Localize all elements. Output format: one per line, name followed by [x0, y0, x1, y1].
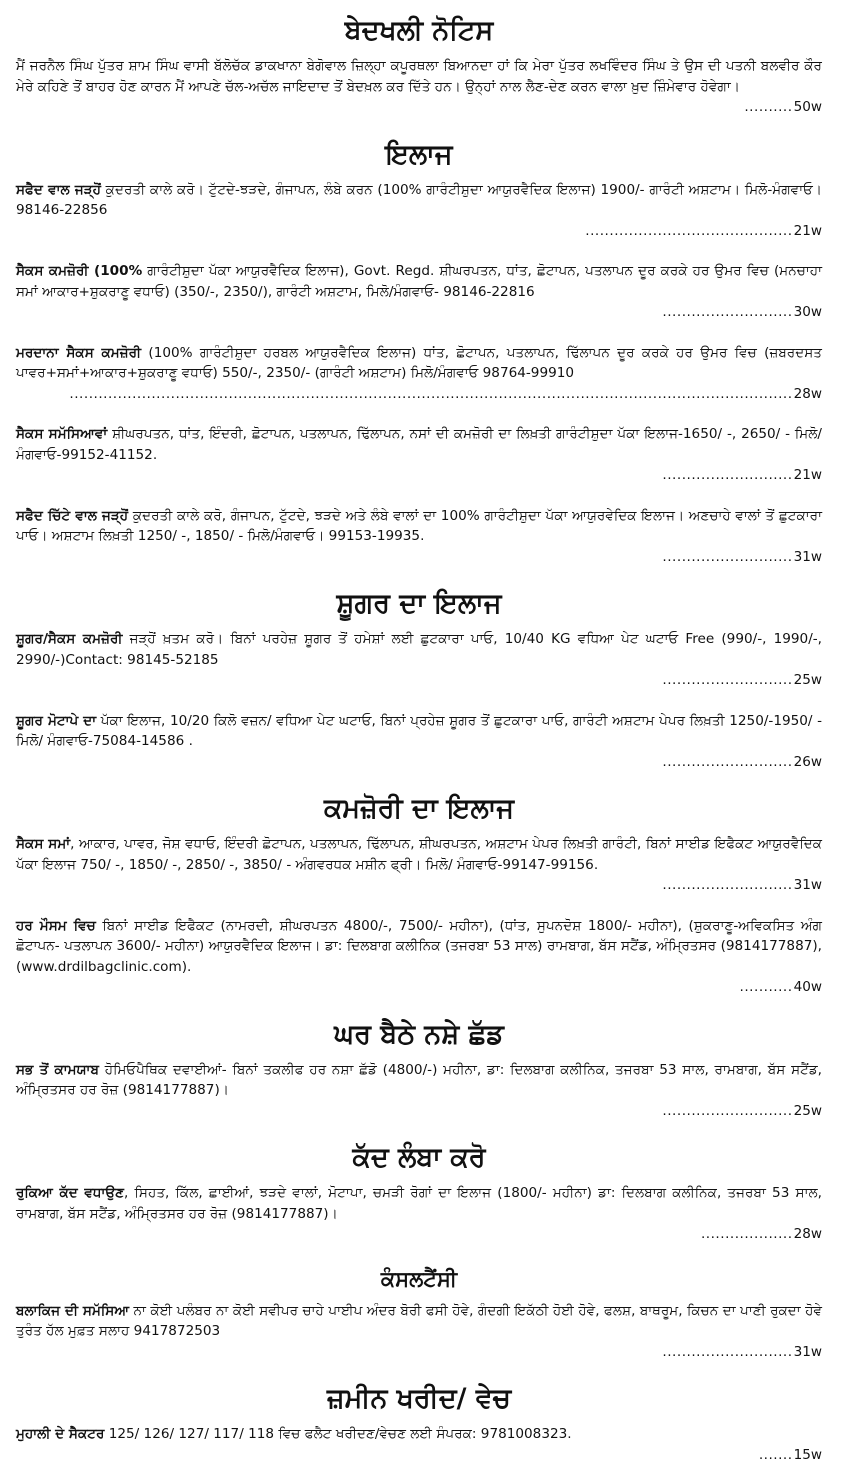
ad-text: ਪੱਕਾ ਇਲਾਜ, 10/20 ਕਿਲੋ ਵਜ਼ਨ/ ਵਧਿਆ ਪੇਟ ਘਟਾਓ, ਬਿਨਾਂ ਪ੍ਰਹੇਜ਼ ਸ਼ੂਗਰ ਤੋਂ ਛੁਟਕਾਰਾ ਪਾਓ, ਗਾਰੰਟੀ ਅਸ਼ਟਾਮ ਪੇਪਰ ਲਿਖ਼ਤੀ 1250/-1950/ - ਮਿਲੋ/ ਮੰਗਵਾਓ-75084-14586 . — [16, 712, 822, 749]
ad-code: 28w — [793, 1226, 822, 1242]
ad-text: ਬਿਨਾਂ ਸਾਈਡ ਇਫੈਕਟ (ਨਾਮਰਦੀ, ਸ਼ੀਘਰਪਤਨ 4800/-, 7500/- ਮਹੀਨਾ), (ਧਾਂਤ, ਸੁਪਨਦੋਸ਼ 1800/- ਮਹੀਨਾ), (ਸ਼ੁਕਰਾਣੂ-ਅਵਿਕਸਿਤ ਅੰਗ ਛੋਟਾਪਨ- ਪਤਲਾਪਨ 3600/- ਮਹੀਨਾ) ਆਯੁਰਵੈਦਿਕ ਇਲਾਜ। ਡਾ: ਦਿਲਬਾਗ ਕਲੀਨਿਕ (ਤਜਰਬਾ 53 ਸਾਲ) ਰਾਮਬਾਗ, ਬੱਸ ਸਟੈਂਡ, ਅੰਮ੍ਰਿਤਸਰ (9814177887), (www.drdilbagclinic.com). — [16, 917, 822, 975]
ad-tail — [16, 384, 822, 405]
ad-code: 26w — [793, 753, 822, 770]
section-heading: ਸ਼ੂਗਰ ਦਾ ਇਲਾਜ — [336, 588, 502, 619]
ad-leader-dots: ........................... — [662, 1343, 793, 1360]
ad-item — [16, 506, 822, 568]
ad-item — [16, 1060, 822, 1122]
ad-leader-dots: ................... — [700, 1226, 793, 1242]
ad-tail — [16, 752, 822, 773]
ad-lead-text: ਸੈਕਸ ਸਮਾਂ — [16, 836, 71, 852]
section-heading: ਕੰਸਲਟੈਂਸੀ — [380, 1266, 458, 1291]
ad-code: 31w — [793, 548, 822, 565]
ad-lead-text: ਮਰਦਾਨਾ ਸੈਕਸ ਕਮਜ਼ੋਰੀ — [16, 344, 142, 361]
ad-code: 50w — [793, 99, 822, 115]
ad-body — [16, 180, 822, 221]
ad-section — [16, 1382, 822, 1465]
ad-lead-text: ਹਰ ਮੌਸਮ ਵਿਚ — [16, 917, 96, 934]
ad-lead-text: ਸ਼ੂਗਰ/ਸੈਕਸ ਕਮਜ਼ੋਰੀ — [16, 631, 123, 647]
ad-code: 31w — [793, 1343, 822, 1360]
ad-leader-dots: ........................... — [662, 467, 793, 483]
ad-body — [16, 261, 822, 302]
section-heading: ਜ਼ਮੀਨ ਖਰੀਦ/ ਵੇਚ — [327, 1383, 511, 1414]
ad-lead-text: ਬਲਾਕਿਜ ਦੀ ਸਮੱਸਿਆ — [16, 1302, 130, 1319]
ad-text: ਹੋਮਿਓਪੈਥਿਕ ਦਵਾਈਆਂ- ਬਿਨਾਂ ਤਕਲੀਫ ਹਰ ਨਸ਼ਾ ਛੱਡੋ (4800/-) ਮਹੀਨਾ, ਡਾ: ਦਿਲਬਾਗ ਕਲੀਨਿਕ, ਤਜਰਬਾ 53 ਸਾਲ, ਰਾਮਬਾਗ, ਬੱਸ ਸਟੈਂਡ, ਅੰਮ੍ਰਿਤਸਰ ਹਰ ਰੋਜ਼ (9814177887)। — [16, 1061, 822, 1098]
ad-code: 25w — [793, 672, 822, 688]
ad-text: 125/ 126/ 127/ 117/ 118 ਵਿਚ ਫਲੈਟ ਖਰੀਦਣ/ਵੇਚਣ ਲਈ ਸੰਪਰਕ: 9781008323. — [104, 1426, 572, 1442]
ad-leader-dots: ........................... — [662, 548, 793, 565]
ad-leader-dots: ........................... — [662, 672, 793, 688]
ad-tail — [16, 302, 822, 323]
ad-lead-text: ਸੈਕਸ ਕਮਜ਼ੋਰੀ (100% — [16, 263, 143, 279]
ad-tail — [16, 97, 822, 118]
ad-item — [16, 629, 822, 691]
ad-item — [16, 56, 822, 118]
ad-text: ਕੁਦਰਤੀ ਕਾਲੇ ਕਰੋ, ਗੰਜਾਪਨ, ਟੁੱਟਦੇ, ਝੜਦੇ ਅਤੇ ਲੰਬੇ ਵਾਲਾਂ ਦਾ 100% ਗਾਰੰਟੀਸ਼ੁਦਾ ਪੱਕਾ ਆਯੁਰਵੇਦਿਕ ਇਲਾਜ। ਅਣਚਾਹੇ ਵਾਲਾਂ ਤੋਂ ਛੁਟਕਾਰਾ ਪਾਓ। ਅਸ਼ਟਾਮ ਲਿਖ਼ਤੀ 1250/ -, 1850/ - ਮਿਲੋ/ਮੰਗਵਾਓ। 99153-19935. — [16, 507, 822, 544]
ad-lead-text: ਰੁਕਿਆ ਕੱਦ ਵਧਾਉਣ — [16, 1185, 125, 1201]
section-heading: ਇਲਾਜ — [385, 138, 453, 170]
ad-item — [16, 180, 822, 242]
ad-code: 31w — [793, 877, 822, 893]
ad-text: (100% ਗਾਰੰਟੀਸ਼ੁਦਾ ਹਰਬਲ ਆਯੁਰਵੈਦਿਕ ਇਲਾਜ) ਧਾਂਤ, ਛੋਟਾਪਨ, ਪਤਲਾਪਨ, ਢਿੱਲਾਪਨ ਦੂਰ ਕਰਕੇ ਹਰ ਉਮਰ ਵਿਚ (ਜ਼ਬਰਦਸਤ ਪਾਵਰ+ਸਮਾਂ+ਆਕਾਰ+ਸ਼ੁਕਰਾਣੂ ਵਧਾਓ) 550/-, 2350/- (ਗਾਰੰਟੀ ਅਸ਼ਟਾਮ) ਮਿਲੋ/ਮੰਗਵਾਓ 98764-99910 — [16, 344, 822, 381]
ad-code: 40w — [793, 979, 822, 995]
ad-tail — [16, 547, 822, 568]
ad-tail — [16, 221, 822, 242]
section-heading: ਬੇਦਖਲੀ ਨੋਟਿਸ — [344, 15, 494, 46]
ad-item — [16, 343, 822, 405]
ad-body — [16, 1424, 822, 1445]
ad-body — [16, 506, 822, 547]
ad-body — [16, 343, 822, 384]
ad-leader-dots: ........................... — [662, 304, 793, 320]
ad-text: , ਸਿਹਤ, ਕਿੱਲ, ਛਾਈਆਂ, ਝੜਦੇ ਵਾਲਾਂ, ਮੋਟਾਪਾ, ਚਮੜੀ ਰੋਗਾਂ ਦਾ ਇਲਾਜ (1800/- ਮਹੀਨਾ) ਡਾ: ਦਿਲਬਾਗ ਕਲੀਨਿਕ, ਤਜਰਬਾ 53 ਸਾਲ, ਰਾਮਬਾਗ, ਬੱਸ ਸਟੈਂਡ, ਅੰਮ੍ਰਿਤਸਰ ਹਰ ਰੋਜ਼ (9814177887)। — [16, 1185, 822, 1222]
ad-leader-dots: ........................... — [662, 753, 793, 770]
ad-text: , ਆਕਾਰ, ਪਾਵਰ, ਜੋਸ਼ ਵਧਾਓ, ਇੰਦਰੀ ਛੋਟਾਪਨ, ਪਤਲਾਪਨ, ਢਿੱਲਾਪਨ, ਸ਼ੀਘਰਪਤਨ, ਅਸ਼ਟਾਮ ਪੇਪਰ ਲਿਖ਼ਤੀ ਗਾਰੰਟੀ, ਬਿਨਾਂ ਸਾਈਡ ਇਫੈਕਟ ਆਯੁਰਵੈਦਿਕ ਪੱਕਾ ਇਲਾਜ 750/ -, 1850/ -, 2850/ -, 3850/ - ਅੰਗਵਰਧਕ ਮਸ਼ੀਨ ਫ੍ਰੀ। ਮਿਲੋ/ ਮੰਗਵਾਓ-99147-99156. — [16, 836, 822, 873]
ad-tail — [16, 977, 822, 998]
ad-tail — [16, 670, 822, 691]
ad-text: ਸ਼ੀਘਰਪਤਨ, ਧਾਂਤ, ਇੰਦਰੀ, ਛੋਟਾਪਨ, ਪਤਲਾਪਨ, ਢਿੱਲਾਪਨ, ਨਸਾਂ ਦੀ ਕਮਜ਼ੋਰੀ ਦਾ ਲਿਖ਼ਤੀ ਗਾਰੰਟੀਸ਼ੁਦਾ ਪੱਕਾ ਇਲਾਜ-1650/ -, 2650/ - ਮਿਲੋ/ ਮੰਗਵਾਓ-99152-41152. — [16, 426, 823, 463]
ad-text: ਨਾ ਕੋਈ ਪਲੰਬਰ ਨਾ ਕੋਈ ਸਵੀਪਰ ਚਾਹੇ ਪਾਈਪ ਅੰਦਰ ਬੋਰੀ ਫਸੀ ਹੋਵੇ, ਗੰਦਗੀ ਇਕੱਠੀ ਹੋਈ ਹੋਵੇ, ਫਲਸ਼, ਬਾਥਰੂਮ, ਕਿਚਨ ਦਾ ਪਾਣੀ ਰੁਕਦਾ ਹੋਵੇ ਤੁਰੰਤ ਹੱਲ ਮੁਫ਼ਤ ਸਲਾਹ 9417872503 — [16, 1302, 822, 1339]
ad-lead-text: ਸਭ ਤੋਂ ਕਾਮਯਾਬ — [16, 1061, 99, 1078]
section-heading: ਕੱਦ ਲੰਬਾ ਕਰੋ — [352, 1142, 486, 1173]
ad-section — [16, 792, 822, 998]
ad-body — [16, 711, 822, 752]
ad-tail — [16, 875, 822, 896]
ad-code: 30w — [793, 304, 822, 320]
ad-body — [16, 629, 822, 670]
ad-text: ਕੁਦਰਤੀ ਕਾਲੇ ਕਰੋ। ਟੁੱਟਦੇ-ਝੜਦੇ, ਗੰਜਾਪਨ, ਲੰਬੇ ਕਰਨ (100% ਗਾਰੰਟੀਸ਼ੁਦਾ ਆਯੁਰਵੈਦਿਕ ਇਲਾਜ) 1900/- ਗਾਰੰਟੀ ਅਸ਼ਟਾਮ। ਮਿਲੋ-ਮੰਗਵਾਓ। 98146-22856 — [16, 181, 822, 218]
ad-lead-text: ਸਫੈਦ ਚਿੱਟੇ ਵਾਲ ਜੜ੍ਹੋਂ — [16, 507, 129, 524]
ad-text: ਜੜ੍ਹੋਂ ਖ਼ਤਮ ਕਰੋ। ਬਿਨਾਂ ਪਰਹੇਜ਼ ਸ਼ੂਗਰ ਤੋਂ ਹਮੇਸ਼ਾਂ ਲਈ ਛੁਟਕਾਰਾ ਪਾਓ, 10/40 KG ਵਧਿਆ ਪੇਟ ਘਟਾਓ Free (990/-, 1990/-, 2990/-)Contact: 98145-52185 — [16, 631, 822, 668]
ad-tail — [16, 1342, 822, 1363]
ad-item — [16, 1183, 822, 1245]
ad-leader-dots: ........................... — [662, 877, 793, 893]
ad-leader-dots: ...................................................................................................................................................... — [69, 385, 793, 402]
ad-section — [16, 1265, 822, 1363]
ad-leader-dots: ........................................... — [585, 222, 793, 239]
ad-leader-dots: .......... — [744, 99, 793, 115]
ad-tail — [16, 1445, 822, 1466]
ad-body — [16, 1183, 822, 1224]
ad-body — [16, 56, 822, 97]
ad-leader-dots: ........... — [739, 979, 793, 995]
ad-code: 21w — [793, 467, 822, 483]
ad-section — [16, 1018, 822, 1122]
ad-code: 28w — [793, 385, 822, 402]
ad-lead-text: ਸ਼ੂਗਰ ਮੋਟਾਪੇ ਦਾ — [16, 712, 97, 729]
ad-section — [16, 138, 822, 568]
ad-text: ਮੈਂ ਜਰਨੈਲ ਸਿੰਘ ਪੁੱਤਰ ਸ਼ਾਮ ਸਿੰਘ ਵਾਸੀ ਬੱਲੋਚੱਕ ਡਾਕਖਾਨਾ ਬੇਗੋਵਾਲ ਜ਼ਿਲ੍ਹਾ ਕਪੂਰਥਲਾ ਬਿਆਨਦਾ ਹਾਂ ਕਿ ਮੇਰਾ ਪੁੱਤਰ ਲਖਵਿੰਦਰ ਸਿੰਘ ਤੇ ਉਸ ਦੀ ਪਤਨੀ ਬਲਵੀਰ ਕੌਰ ਮੇਰੇ ਕਹਿਣੇ ਤੋਂ ਬਾਹਰ ਹੋਣ ਕਾਰਨ ਮੈਂ ਆਪਣੇ ਚੱਲ-ਅਚੱਲ ਜਾਇਦਾਦ ਤੋਂ ਬੇਦਖ਼ਲ ਕਰ ਦਿੱਤੇ ਹਨ। ਉਨ੍ਹਾਂ ਨਾਲ ਲੈਣ-ਦੇਣ ਕਰਨ ਵਾਲਾ ਖ਼ੁਦ ਜ਼ਿੰਮੇਵਾਰ ਹੋਵੇਗਾ। — [16, 58, 822, 95]
ad-item — [16, 261, 822, 323]
ad-lead-text: ਸੈਕਸ ਸਮੱਸਿਆਵਾਂ — [16, 426, 108, 442]
ad-body — [16, 424, 822, 465]
ad-section — [16, 587, 822, 772]
ad-leader-dots: ....... — [758, 1446, 793, 1463]
ad-section — [16, 1141, 822, 1245]
ad-code: 15w — [793, 1446, 822, 1463]
ad-tail — [16, 1224, 822, 1245]
ad-body — [16, 1060, 822, 1101]
ad-tail — [16, 1101, 822, 1122]
ad-item — [16, 916, 822, 998]
ad-item — [16, 711, 822, 773]
ad-item — [16, 1424, 822, 1465]
ad-lead-text: ਸਫੈਦ ਵਾਲ ਜੜ੍ਹੋਂ — [16, 181, 101, 198]
ad-code: 25w — [793, 1102, 822, 1119]
ad-item — [16, 834, 822, 896]
ad-body — [16, 916, 822, 978]
ad-body — [16, 1301, 822, 1342]
ad-text: ਗਾਰੰਟੀਸ਼ੁਦਾ ਪੱਕਾ ਆਯੁਰਵੈਦਿਕ ਇਲਾਜ), Govt. Regd. ਸ਼ੀਘਰਪਤਨ, ਧਾਂਤ, ਛੋਟਾਪਨ, ਪਤਲਾਪਨ ਦੂਰ ਕਰਕੇ ਹਰ ਉਮਰ ਵਿਚ (ਮਨਚਾਹਾ ਸਮਾਂ ਆਕਾਰ+ਸ਼ੁਕਰਾਣੂ ਵਧਾਓ) (350/-, 2350/), ਗਾਰੰਟੀ ਅਸ਼ਟਾਮ, ਮਿਲੋ/ਮੰਗਵਾਓ- 98146-22816 — [16, 263, 822, 300]
section-heading: ਕਮਜ਼ੋਰੀ ਦਾ ਇਲਾਜ — [323, 793, 515, 824]
ad-section — [16, 14, 822, 118]
ad-body — [16, 834, 822, 875]
ad-leader-dots: ........................... — [662, 1102, 793, 1119]
ad-item — [16, 1301, 822, 1363]
ad-lead-text: ਮੁਹਾਲੀ ਦੇ ਸੈਕਟਰ — [16, 1426, 105, 1442]
ad-item — [16, 424, 822, 486]
ad-tail — [16, 465, 822, 486]
section-heading: ਘਰ ਬੈਠੇ ਨਸ਼ੇ ਛੱਡ — [334, 1018, 504, 1050]
ad-code: 21w — [793, 222, 822, 239]
